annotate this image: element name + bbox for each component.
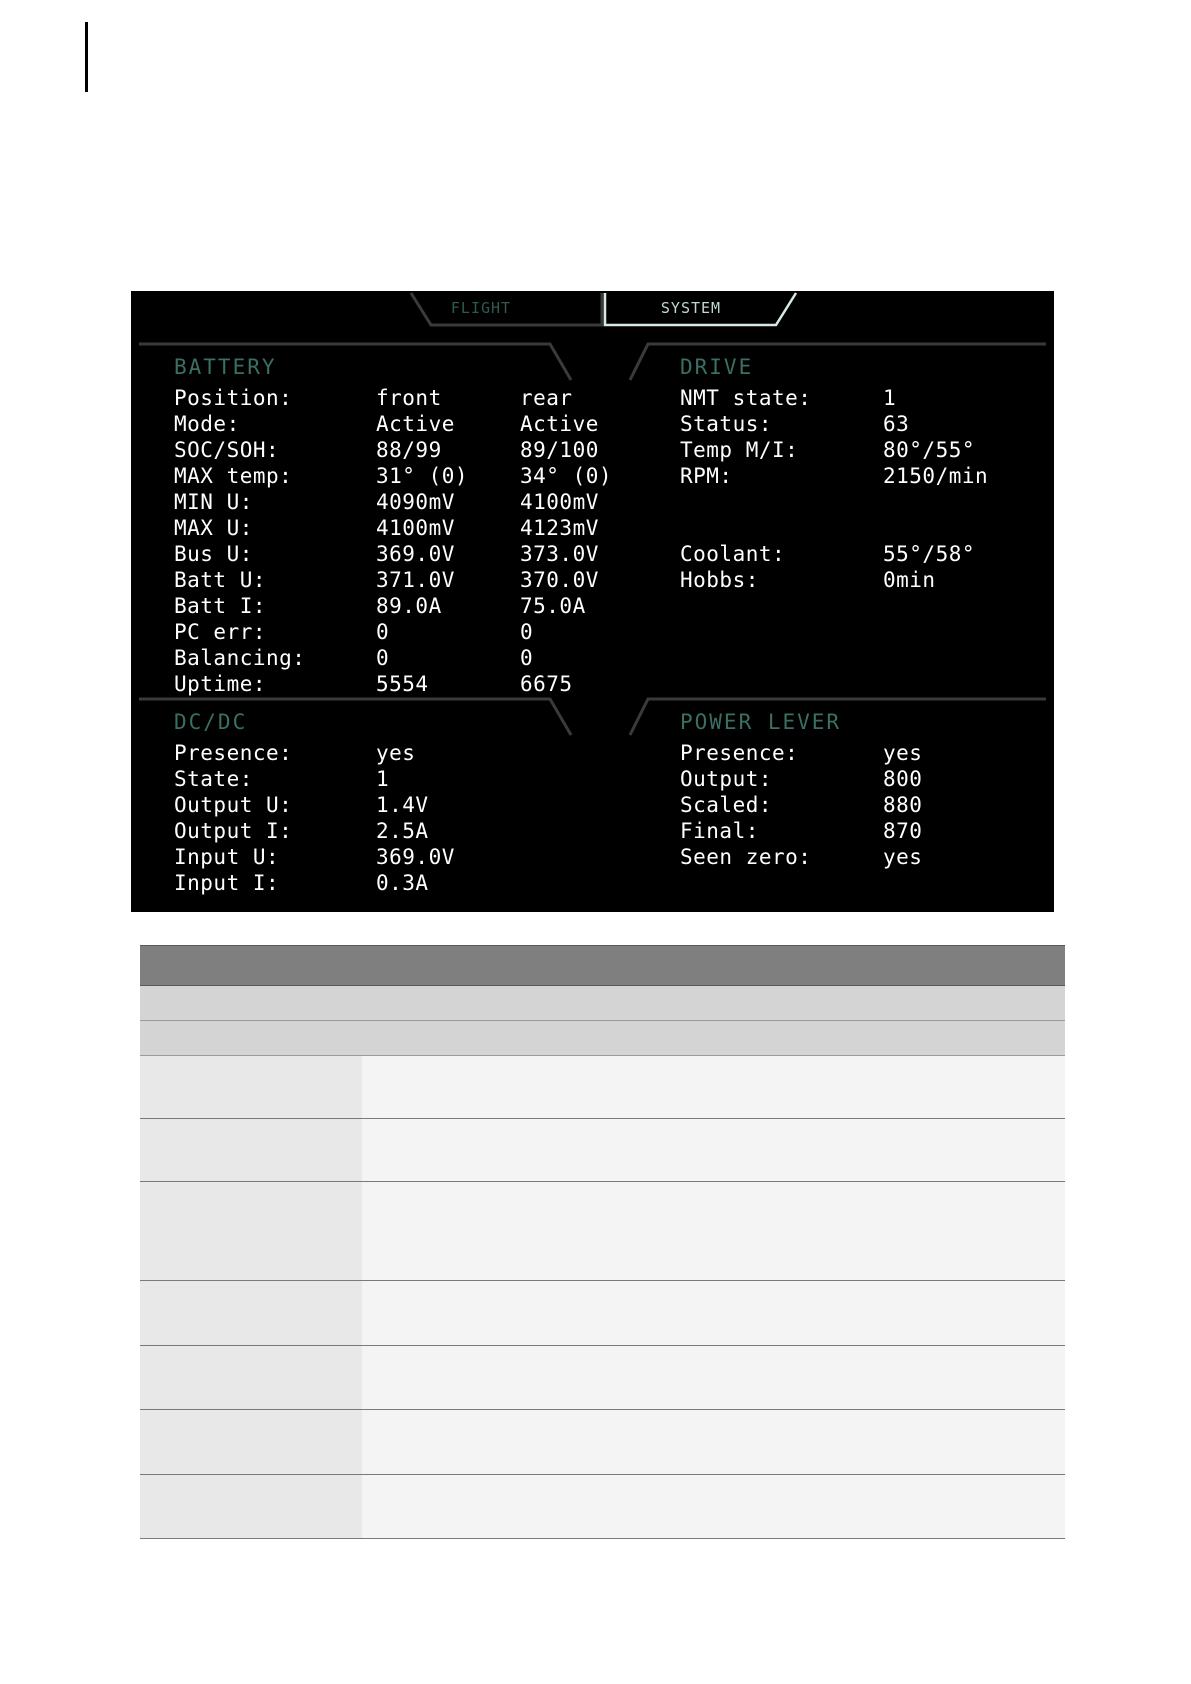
battery-row-bus-u: Bus U: 369.0V 373.0V [174, 542, 599, 566]
table-cell-value [362, 1182, 1065, 1280]
page-margin-marker [85, 22, 88, 92]
table-cell-value [362, 1475, 1065, 1538]
battery-row-balancing: Balancing: 0 0 [174, 646, 534, 670]
table-row [140, 1475, 1065, 1539]
table-row [140, 1182, 1065, 1281]
dcdc-row-state: State: 1 [174, 767, 390, 791]
dcdc-table [174, 740, 594, 896]
dcdc-row-presence: Presence: yes [174, 741, 416, 765]
battery-row-soc-soh: SOC/SOH: 88/99 89/100 [174, 438, 599, 462]
table-cell-label [140, 1346, 362, 1409]
table-cell-label [140, 1119, 362, 1181]
tab-system[interactable]: SYSTEM [660, 299, 722, 317]
battery-row-batt-u: Batt U: 371.0V 370.0V [174, 568, 599, 592]
battery-row-position: Position: front rear [174, 386, 573, 410]
lever-row-presence: Presence: yes [680, 741, 923, 765]
battery-section-title: BATTERY [174, 355, 277, 379]
lever-row-scaled: Scaled: 880 [680, 793, 923, 817]
table-cell-label [140, 1475, 362, 1538]
battery-row-mode: Mode: Active Active [174, 412, 599, 436]
table-cell-value [362, 1119, 1065, 1181]
table-header [140, 945, 1065, 986]
lever-row-output: Output: 800 [680, 767, 923, 791]
battery-row-min-u: MIN U: 4090mV 4100mV [174, 490, 599, 514]
battery-row-pc-err: PC err: 0 0 [174, 620, 534, 644]
tab-flight[interactable]: FLIGHT [450, 299, 512, 317]
description-table [140, 945, 1065, 1539]
drive-section-title: DRIVE [680, 355, 754, 379]
table-cell-label [140, 1281, 362, 1345]
battery-row-uptime: Uptime: 5554 6675 [174, 672, 573, 696]
drive-table [680, 385, 1040, 593]
drive-row-temp: Temp M/I: 80°/55° [680, 438, 976, 462]
battery-table [174, 385, 644, 697]
drive-row-hobbs: Hobbs: 0min [680, 568, 936, 592]
table-subheader-2 [140, 1021, 1065, 1056]
table-row [140, 1056, 1065, 1119]
lever-row-seen-zero: Seen zero: yes [680, 845, 923, 869]
system-display-screen [131, 291, 1054, 912]
battery-row-batt-i: Batt I: 89.0A 75.0A [174, 594, 586, 618]
drive-row-nmt-state: NMT state: 1 [680, 386, 897, 410]
dcdc-row-input-i: Input I: 0.3A [174, 871, 429, 895]
table-cell-value [362, 1346, 1065, 1409]
table-cell-label [140, 1056, 362, 1118]
table-cell-value [362, 1281, 1065, 1345]
power-lever-section-title: POWER LEVER [680, 710, 842, 734]
table-cell-value [362, 1056, 1065, 1118]
power-lever-table [680, 740, 1040, 870]
table-subheader-1 [140, 986, 1065, 1021]
drive-row-empty-1 [680, 489, 1040, 515]
drive-row-rpm: RPM: 2150/min [680, 464, 989, 488]
drive-row-empty-2 [680, 515, 1040, 541]
table-row [140, 1281, 1065, 1346]
table-cell-value [362, 1410, 1065, 1474]
dcdc-section-title: DC/DC [174, 710, 248, 734]
table-row [140, 1346, 1065, 1410]
drive-row-status: Status: 63 [680, 412, 910, 436]
lever-row-final: Final: 870 [680, 819, 923, 843]
table-row [140, 1119, 1065, 1182]
battery-row-max-u: MAX U: 4100mV 4123mV [174, 516, 599, 540]
table-row [140, 1410, 1065, 1475]
table-cell-label [140, 1410, 362, 1474]
dcdc-row-output-u: Output U: 1.4V [174, 793, 429, 817]
dcdc-row-input-u: Input U: 369.0V [174, 845, 455, 869]
drive-row-coolant: Coolant: 55°/58° [680, 542, 976, 566]
dcdc-row-output-i: Output I: 2.5A [174, 819, 429, 843]
table-cell-label [140, 1182, 362, 1280]
battery-row-max-temp: MAX temp: 31° (0) 34° (0) [174, 464, 613, 488]
